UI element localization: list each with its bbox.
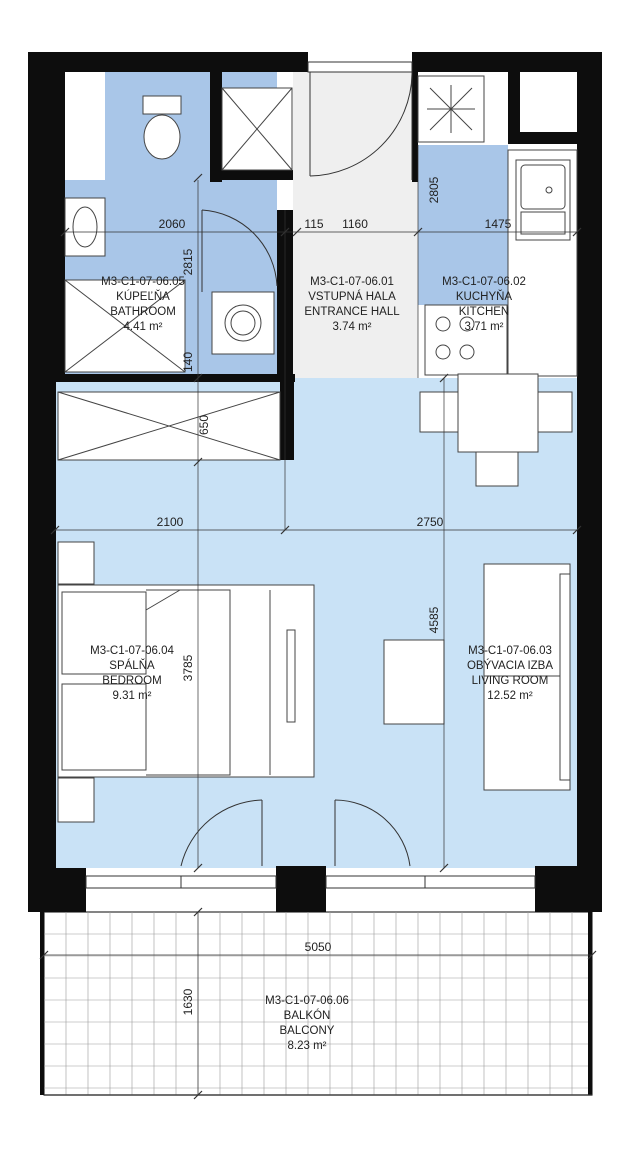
svg-text:4.41 m²: 4.41 m² — [123, 321, 163, 333]
dim-1160: 1160 — [342, 217, 368, 231]
toilet-bowl — [144, 115, 180, 159]
nightstand-bottom — [58, 778, 94, 822]
wall-right — [577, 52, 602, 912]
wall-top-col — [520, 72, 577, 132]
svg-text:ENTRANCE HALL: ENTRANCE HALL — [304, 306, 400, 318]
wall-top-left — [28, 52, 308, 72]
dim-140: 140 — [181, 351, 195, 373]
wall-bath-bottom — [55, 374, 295, 382]
dim-2815: 2815 — [181, 248, 195, 276]
wall-bath-left — [56, 72, 65, 382]
svg-text:9.31 m²: 9.31 m² — [112, 690, 152, 702]
wall-bottom-mid — [276, 866, 326, 912]
chair-right — [538, 392, 572, 432]
dim-115: 115 — [304, 217, 324, 231]
svg-text:OBÝVACIA IZBA: OBÝVACIA IZBA — [466, 660, 554, 672]
chair-bottom — [476, 452, 518, 486]
toilet — [143, 96, 181, 114]
svg-text:BALKÓN: BALKÓN — [283, 1010, 331, 1022]
svg-text:KÚPEĽŇA: KÚPEĽŇA — [116, 291, 170, 303]
wall-top-col-frame — [516, 132, 577, 144]
svg-text:3.71 m²: 3.71 m² — [464, 321, 504, 333]
wall-bottom-right — [535, 866, 602, 912]
dim-650: 650 — [197, 414, 211, 436]
svg-text:BALCONY: BALCONY — [279, 1025, 335, 1037]
svg-text:BATHROOM: BATHROOM — [110, 306, 176, 318]
dim-2060: 2060 — [158, 217, 186, 231]
svg-text:SPÁLŇA: SPÁLŇA — [109, 660, 155, 672]
svg-text:BEDROOM: BEDROOM — [102, 675, 162, 687]
armchair — [384, 640, 444, 724]
dim-5050: 5050 — [304, 940, 332, 954]
wall-hall-right-top — [412, 72, 418, 182]
kitchen-counter — [508, 150, 577, 376]
dim-1475: 1475 — [484, 217, 512, 231]
svg-text:M3-C1-07-06.05: M3-C1-07-06.05 — [101, 276, 185, 288]
dim-2750: 2750 — [416, 515, 444, 529]
chair-left — [420, 392, 458, 432]
washing-machine — [212, 292, 274, 354]
bath-top-white — [65, 72, 105, 180]
svg-text:8.23 m²: 8.23 m² — [287, 1040, 327, 1052]
dining-table — [458, 374, 538, 452]
dim-4585: 4585 — [427, 606, 441, 634]
svg-text:KUCHYŇA: KUCHYŇA — [455, 291, 513, 303]
svg-text:VSTUPNÁ HALA: VSTUPNÁ HALA — [308, 291, 396, 303]
dim-2100: 2100 — [156, 515, 184, 529]
svg-text:KITCHEN: KITCHEN — [458, 306, 510, 318]
svg-text:M3-C1-07-06.01: M3-C1-07-06.01 — [310, 276, 394, 288]
wall-bath-mid — [210, 72, 222, 182]
nightstand-top — [58, 542, 94, 584]
dim-3785: 3785 — [181, 654, 195, 682]
svg-text:LIVING ROOM: LIVING ROOM — [471, 675, 549, 687]
svg-text:12.52 m²: 12.52 m² — [487, 690, 533, 702]
dim-1630: 1630 — [181, 988, 195, 1016]
wall-bath-mid2 — [210, 170, 293, 180]
dim-2805: 2805 — [427, 176, 441, 204]
svg-text:M3-C1-07-06.02: M3-C1-07-06.02 — [442, 276, 526, 288]
wall-wardrobe-right — [280, 378, 294, 460]
svg-text:M3-C1-07-06.06: M3-C1-07-06.06 — [265, 995, 349, 1007]
svg-text:3.74 m²: 3.74 m² — [332, 321, 372, 333]
svg-text:M3-C1-07-06.03: M3-C1-07-06.03 — [468, 645, 552, 657]
svg-text:M3-C1-07-06.04: M3-C1-07-06.04 — [90, 645, 174, 657]
wall-top-right — [412, 52, 602, 72]
wall-bottom-left — [28, 868, 86, 912]
